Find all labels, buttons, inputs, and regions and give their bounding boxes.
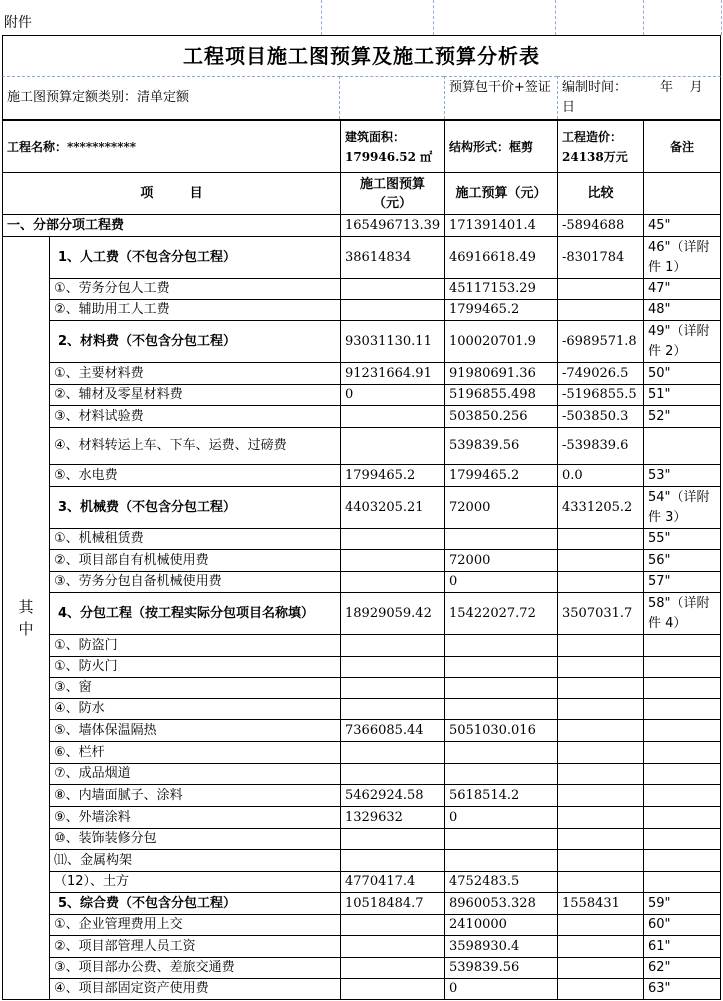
compare-cell (557, 278, 643, 299)
budget-drawing-cell: 18929059.42 (340, 592, 444, 634)
compare-cell: -749026.5 (557, 362, 643, 384)
budget-drawing-cell (340, 849, 444, 871)
remark-cell: 54"（详附件 3） (643, 486, 721, 528)
compare-cell: -8301784 (557, 236, 643, 278)
budget-drawing-cell: 165496713.39 (340, 214, 444, 236)
budget-construction-cell: 8960053.328 (444, 892, 557, 914)
row-label: ②、辅材及零星材料费 (49, 384, 340, 405)
budget-construction-cell (444, 763, 557, 784)
budget-drawing-cell (340, 528, 444, 549)
remark-cell: 48" (643, 299, 721, 320)
col-header-budget-drawing: 施工图预算（元） (340, 172, 444, 214)
compare-cell: 4331205.2 (557, 486, 643, 528)
budget-construction-cell (444, 634, 557, 656)
budget-construction-cell: 0 (444, 571, 557, 592)
remark-cell: 62" (643, 957, 721, 978)
row-label: ③、劳务分包自备机械使用费 (49, 571, 340, 592)
row-label: ②、辅助用工人工费 (49, 299, 340, 320)
budget-drawing-cell (340, 571, 444, 592)
remark-cell: 59" (643, 892, 721, 914)
row-label: 4、分包工程（按工程实际分包项目名称填） (49, 592, 340, 634)
budget-drawing-cell (340, 978, 444, 1000)
compare-cell: -5196855.5 (557, 384, 643, 405)
budget-construction-cell (444, 849, 557, 871)
budget-drawing-cell: 0 (340, 384, 444, 405)
budget-construction-cell: 503850.256 (444, 405, 557, 427)
contract-type: 预算包干价+签证 (444, 76, 557, 119)
budget-construction-cell: 4752483.5 (444, 871, 557, 892)
compare-cell (557, 741, 643, 763)
row-label: ⑨、外墙涂料 (49, 806, 340, 828)
side-label-qizhong (2, 236, 49, 1000)
remark-header: 备注 (643, 119, 721, 172)
compare-cell: 3507031.7 (557, 592, 643, 634)
compare-cell: -503850.3 (557, 405, 643, 427)
budget-construction-cell: 72000 (444, 486, 557, 528)
row-label: ⑩、装饰装修分包 (49, 828, 340, 849)
compare-cell (557, 698, 643, 719)
row-label: （12）、土方 (49, 871, 340, 892)
remark-cell: 55" (643, 528, 721, 549)
budget-construction-cell: 5196855.498 (444, 384, 557, 405)
budget-drawing-cell: 38614834 (340, 236, 444, 278)
row-label: ①、劳务分包人工费 (49, 278, 340, 299)
empty-cell (556, 0, 644, 35)
budget-drawing-cell (340, 935, 444, 957)
remark-cell: 53" (643, 464, 721, 486)
empty-cell (340, 76, 444, 119)
budget-construction-cell (444, 656, 557, 677)
remark-cell: 51" (643, 384, 721, 405)
compare-cell (557, 871, 643, 892)
remark-cell: 50" (643, 362, 721, 384)
remark-cell (643, 427, 721, 464)
attachment-label: 附件 (0, 0, 322, 35)
remark-cell: 60" (643, 914, 721, 935)
project-cost: 工程造价：24138万元 (557, 119, 643, 172)
quota-type: 施工图预算定额类别：清单定额 (2, 76, 340, 119)
budget-drawing-cell (340, 549, 444, 571)
remark-cell (643, 871, 721, 892)
remark-cell: 45" (643, 214, 721, 236)
budget-drawing-cell (340, 278, 444, 299)
compare-cell (557, 677, 643, 698)
row-label: ④、防水 (49, 698, 340, 719)
project-name: 工程名称：*********** (2, 119, 340, 172)
budget-construction-cell: 1799465.2 (444, 299, 557, 320)
compare-cell (557, 957, 643, 978)
budget-drawing-cell (340, 405, 444, 427)
budget-drawing-cell: 1799465.2 (340, 464, 444, 486)
budget-construction-cell: 100020701.9 (444, 320, 557, 362)
budget-drawing-cell (340, 656, 444, 677)
compare-cell (557, 828, 643, 849)
budget-drawing-cell (340, 299, 444, 320)
budget-construction-cell: 45117153.29 (444, 278, 557, 299)
budget-drawing-cell (340, 677, 444, 698)
side-label-text: 其中 (18, 598, 34, 638)
compare-cell (557, 914, 643, 935)
compare-cell: -6989571.8 (557, 320, 643, 362)
budget-drawing-cell: 91231664.91 (340, 362, 444, 384)
row-label: 5、综合费（不包含分包工程） (49, 892, 340, 914)
remark-cell: 52" (643, 405, 721, 427)
row-label: ①、机械租赁费 (49, 528, 340, 549)
row-label: ⑾、金属构架 (49, 849, 340, 871)
budget-construction-cell: 539839.56 (444, 427, 557, 464)
row-label: ⑥、栏杆 (49, 741, 340, 763)
col-header-compare: 比较 (557, 172, 643, 214)
budget-construction-cell (444, 741, 557, 763)
structure-type: 结构形式：框剪 (444, 119, 557, 172)
budget-construction-cell: 2410000 (444, 914, 557, 935)
budget-construction-cell: 1799465.2 (444, 464, 557, 486)
budget-drawing-cell (340, 763, 444, 784)
compare-cell (557, 784, 643, 806)
remark-cell: 56" (643, 549, 721, 571)
compare-cell: 1558431 (557, 892, 643, 914)
budget-construction-cell: 91980691.36 (444, 362, 557, 384)
row-label: 2、材料费（不包含分包工程） (49, 320, 340, 362)
budget-construction-cell: 539839.56 (444, 957, 557, 978)
row-label: ⑦、成品烟道 (49, 763, 340, 784)
remark-cell (643, 849, 721, 871)
row-label: ⑤、水电费 (49, 464, 340, 486)
building-area: 建筑面积：179946.52 ㎡ (340, 119, 444, 172)
empty-cell (644, 0, 722, 35)
remark-cell: 57" (643, 571, 721, 592)
row-label: ④、项目部固定资产使用费 (49, 978, 340, 1000)
remark-cell (643, 828, 721, 849)
remark-cell (643, 784, 721, 806)
budget-construction-cell (444, 677, 557, 698)
budget-drawing-cell: 5462924.58 (340, 784, 444, 806)
remark-cell (643, 677, 721, 698)
compare-cell (557, 849, 643, 871)
budget-construction-cell: 5051030.016 (444, 719, 557, 741)
sheet-title: 工程项目施工图预算及施工预算分析表 (2, 35, 721, 76)
remark-cell (643, 719, 721, 741)
remark-cell: 46"（详附件 1） (643, 236, 721, 278)
remark-cell (643, 634, 721, 656)
row-label: 一、分部分项工程费 (2, 214, 340, 236)
budget-construction-cell: 15422027.72 (444, 592, 557, 634)
compare-cell (557, 656, 643, 677)
compare-cell (557, 806, 643, 828)
budget-drawing-cell: 7366085.44 (340, 719, 444, 741)
compare-cell (557, 763, 643, 784)
remark-cell (643, 763, 721, 784)
row-label: ①、主要材料费 (49, 362, 340, 384)
compare-cell (557, 935, 643, 957)
compare-cell (557, 299, 643, 320)
row-label: ②、项目部自有机械使用费 (49, 549, 340, 571)
budget-drawing-cell (340, 957, 444, 978)
budget-drawing-cell: 10518484.7 (340, 892, 444, 914)
budget-drawing-cell: 4770417.4 (340, 871, 444, 892)
row-label: ①、防盗门 (49, 634, 340, 656)
budget-construction-cell: 171391401.4 (444, 214, 557, 236)
remark-cell: 49"（详附件 2） (643, 320, 721, 362)
budget-construction-cell: 3598930.4 (444, 935, 557, 957)
col-header-budget-construction: 施工预算（元） (444, 172, 557, 214)
budget-construction-cell: 0 (444, 806, 557, 828)
remark-cell (643, 656, 721, 677)
compare-cell: -5894688 (557, 214, 643, 236)
budget-drawing-cell (340, 741, 444, 763)
budget-construction-cell: 0 (444, 978, 557, 1000)
budget-construction-cell (444, 528, 557, 549)
remark-cell: 63" (643, 978, 721, 1000)
budget-drawing-cell (340, 634, 444, 656)
row-label: ④、材料转运上车、下车、运费、过磅费 (49, 427, 340, 464)
row-label: 1、人工费（不包含分包工程） (49, 236, 340, 278)
compare-cell: -539839.6 (557, 427, 643, 464)
compare-cell (557, 571, 643, 592)
row-label: ⑧、内墙面腻子、涂料 (49, 784, 340, 806)
empty-cell (322, 0, 434, 35)
remark-cell: 58"（详附件 4） (643, 592, 721, 634)
row-label: ①、企业管理费用上交 (49, 914, 340, 935)
budget-drawing-cell: 93031130.11 (340, 320, 444, 362)
row-label: ②、项目部管理人员工资 (49, 935, 340, 957)
budget-construction-cell: 46916618.49 (444, 236, 557, 278)
row-label: 3、机械费（不包含分包工程） (49, 486, 340, 528)
remark-cell (643, 741, 721, 763)
compare-cell (557, 634, 643, 656)
budget-drawing-cell (340, 828, 444, 849)
row-label: ⑤、墙体保温隔热 (49, 719, 340, 741)
remark-cell: 47" (643, 278, 721, 299)
budget-drawing-cell (340, 698, 444, 719)
budget-construction-cell (444, 828, 557, 849)
row-label: ①、防火门 (49, 656, 340, 677)
empty-cell (434, 0, 556, 35)
budget-construction-cell: 72000 (444, 549, 557, 571)
compare-cell (557, 528, 643, 549)
budget-drawing-cell: 4403205.21 (340, 486, 444, 528)
budget-construction-cell: 5618514.2 (444, 784, 557, 806)
remark-cell (643, 698, 721, 719)
compare-cell: 0.0 (557, 464, 643, 486)
prepared-time: 编制时间： 年 月 日 (557, 76, 721, 119)
remark-cell: 61" (643, 935, 721, 957)
col-header-remark-empty (643, 172, 721, 214)
budget-drawing-cell: 1329632 (340, 806, 444, 828)
row-label: ③、项目部办公费、差旅交通费 (49, 957, 340, 978)
compare-cell (557, 978, 643, 1000)
remark-cell (643, 806, 721, 828)
compare-cell (557, 719, 643, 741)
compare-cell (557, 549, 643, 571)
col-header-item: 项 目 (2, 172, 340, 214)
budget-construction-cell (444, 698, 557, 719)
budget-drawing-cell (340, 914, 444, 935)
row-label: ③、窗 (49, 677, 340, 698)
row-label: ③、材料试验费 (49, 405, 340, 427)
budget-drawing-cell (340, 427, 444, 464)
